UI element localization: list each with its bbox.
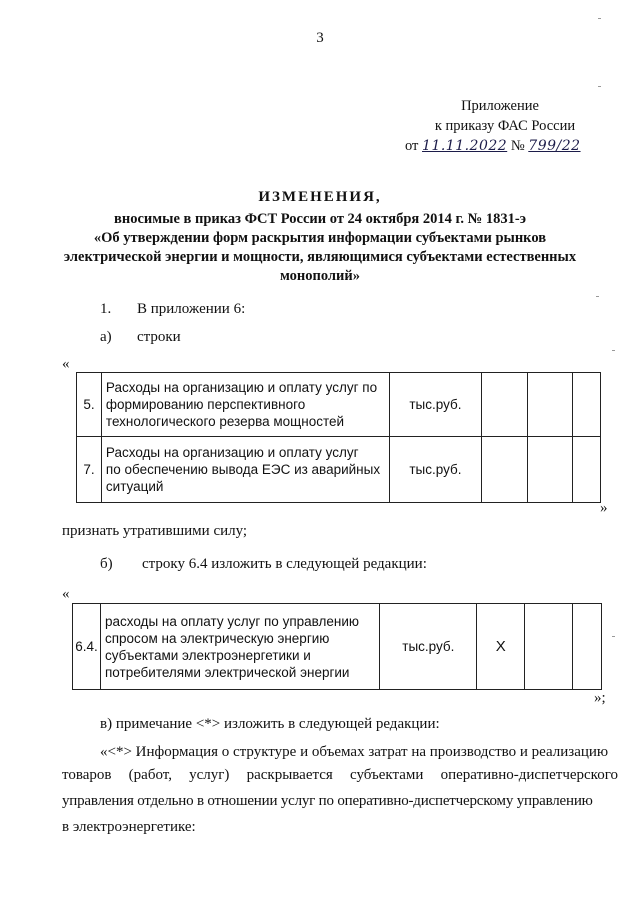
title-line1: вносимые в приказ ФСТ России от 24 октября 2014 г. № 1831-э xyxy=(114,211,526,227)
note-line4: в электроэнергетике: xyxy=(62,819,196,835)
row-unit: тыс.руб. xyxy=(389,437,482,503)
appendix-number: 799/22 xyxy=(528,138,581,154)
row-unit: тыс.руб. xyxy=(380,604,477,690)
row-description-line: ситуаций xyxy=(105,479,164,494)
title-line4: монополий» xyxy=(279,268,361,284)
row-description-line: Расходы на организацию и оплату услуг xyxy=(105,445,359,460)
row-description xyxy=(101,437,389,503)
item-b-text: строку 6.4 изложить в следующей редакции: xyxy=(142,556,427,572)
table-rows-5-7 xyxy=(76,372,601,503)
appendix-number-sign: № xyxy=(510,138,525,154)
row-unit: тыс.руб. xyxy=(389,373,482,437)
empty-cell xyxy=(527,373,573,437)
row-description-line: по обеспечению вывода ЕЭС из аварийных xyxy=(105,462,381,477)
appendix-line2: к приказу ФАС России xyxy=(434,118,576,134)
quote-close-2: »; xyxy=(594,690,606,706)
note-line2: товаров (работ, услуг) раскрывается субъектами оперативно-диспетчерского xyxy=(62,767,618,783)
row-mark: Х xyxy=(477,604,525,690)
item-a-letter: а) xyxy=(100,329,112,345)
empty-cell xyxy=(482,373,528,437)
table-row-5 xyxy=(77,373,601,437)
scan-speck xyxy=(596,296,599,297)
row-description-line: субъектами электроэнергетики и xyxy=(104,647,311,663)
scan-speck xyxy=(598,86,601,87)
empty-cell xyxy=(525,604,573,690)
row-number: 7. xyxy=(77,437,102,503)
appendix-date: 11.11.2022 xyxy=(422,138,508,154)
row-number: 5. xyxy=(77,373,102,437)
scan-speck xyxy=(612,350,615,351)
item-a-text: строки xyxy=(137,329,181,345)
table-row-6-4 xyxy=(72,603,602,690)
empty-cell xyxy=(482,437,528,503)
row-description-line: расходы на оплату услуг по управлению xyxy=(104,613,360,629)
title-heading: ИЗМЕНЕНИЯ, xyxy=(258,189,382,205)
appendix-from: от xyxy=(405,138,419,154)
item-b-letter: б) xyxy=(100,556,113,572)
item1-text: В приложении 6: xyxy=(137,301,246,317)
row-number: 6.4. xyxy=(73,604,101,690)
table-row-7 xyxy=(77,437,601,503)
row-description xyxy=(100,604,379,690)
row-description-line: технологического резерва мощностей xyxy=(105,414,345,429)
row-description xyxy=(101,373,389,437)
row-description-line: потребителями электрической энергии xyxy=(104,664,350,680)
page-number: 3 xyxy=(316,30,324,46)
title-line3: электрической энергии и мощности, являющимися субъектами естественных xyxy=(63,249,577,265)
note-line3: управления отдельно в отношении услуг по оперативно-диспетчерскому управлению xyxy=(62,793,593,809)
revoke-text: признать утратившими силу; xyxy=(62,523,248,539)
quote-open: « xyxy=(62,356,70,372)
empty-cell xyxy=(573,437,601,503)
item1-number: 1. xyxy=(100,301,112,317)
item-c-text: в) примечание <*> изложить в следующей редакции: xyxy=(100,716,440,732)
quote-close-1: » xyxy=(600,500,608,516)
row-description-line: спросом на электрическую энергию xyxy=(104,630,330,646)
appendix-line1: Приложение xyxy=(461,98,539,114)
empty-cell xyxy=(527,437,573,503)
empty-cell xyxy=(573,373,601,437)
title-line2: «Об утверждении форм раскрытия информации субъектами рынков xyxy=(93,230,547,246)
row-description-line xyxy=(106,396,385,413)
row-description-word: формированию перспективного xyxy=(105,397,306,412)
empty-cell xyxy=(573,604,602,690)
quote-open-2: « xyxy=(62,586,70,602)
table-row xyxy=(73,604,602,690)
scan-speck xyxy=(598,18,601,19)
appendix-ref xyxy=(405,138,581,155)
row-description-line: Расходы на организацию и оплату услуг по xyxy=(105,380,378,395)
note-line1: «<*> Информация о структуре и объемах затрат на производство и реализацию xyxy=(100,744,609,760)
scan-speck xyxy=(612,636,615,637)
